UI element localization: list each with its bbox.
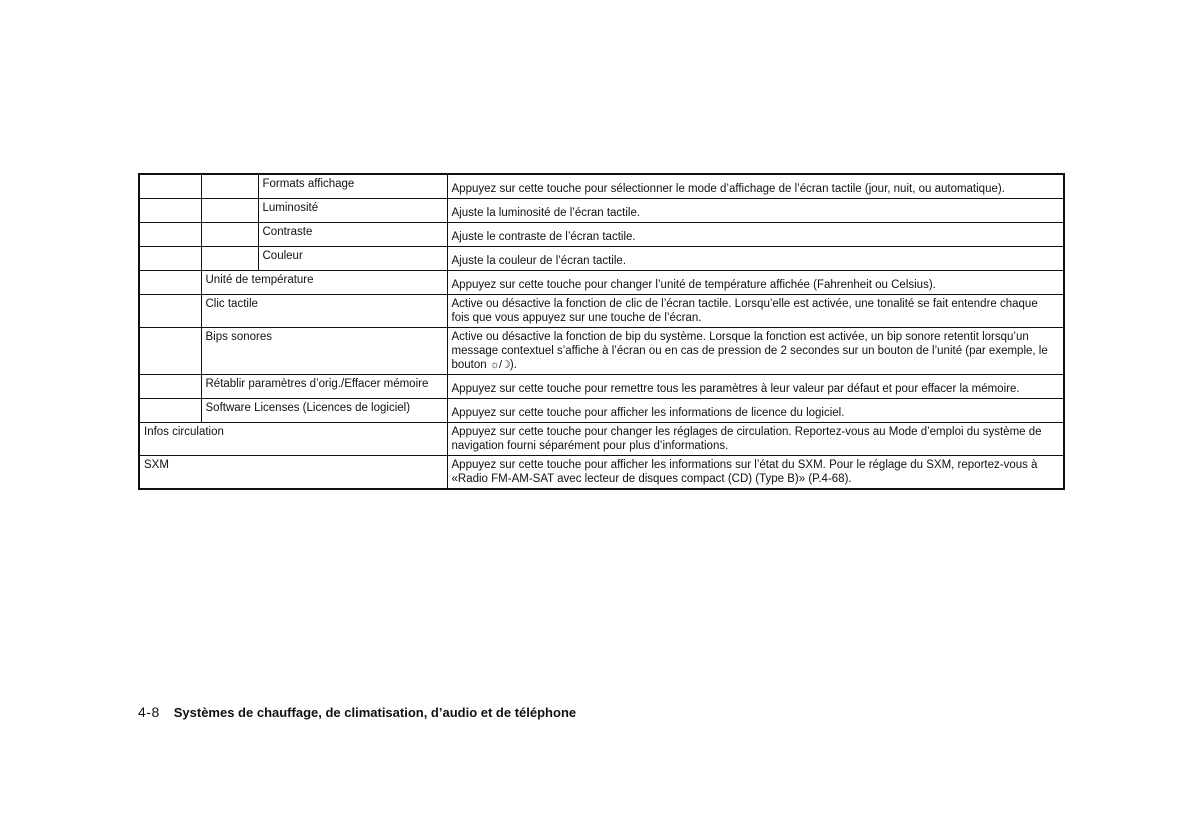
table-row bbox=[139, 399, 1064, 423]
setting-description: Ajuste la couleur de l’écran tactile. bbox=[447, 247, 1064, 271]
setting-description: Appuyez sur cette touche pour afficher les informations sur l’état du SXM. Pour le réglage du SXM, reportez-vous à «Radio FM-AM-SAT avec lecteur de disques compact (CD) (Type B)» (P.4-68). bbox=[447, 456, 1064, 490]
setting-label: Formats affichage bbox=[258, 174, 447, 199]
setting-label: Couleur bbox=[258, 247, 447, 271]
setting-label: Infos circulation bbox=[139, 423, 447, 456]
page-footer bbox=[138, 704, 576, 720]
blank-cell bbox=[201, 223, 258, 247]
setting-description: Appuyez sur cette touche pour changer l’unité de température affichée (Fahrenheit ou Celsius). bbox=[447, 271, 1064, 295]
table-row bbox=[139, 271, 1064, 295]
blank-cell bbox=[139, 223, 201, 247]
blank-cell bbox=[201, 247, 258, 271]
setting-description bbox=[447, 328, 1064, 375]
setting-label: Clic tactile bbox=[201, 295, 447, 328]
blank-cell bbox=[139, 247, 201, 271]
table-row bbox=[139, 174, 1064, 199]
setting-description: Active ou désactive la fonction de clic de l’écran tactile. Lorsqu’elle est activée, une tonalité se fait entendre chaque fois que vous appuyez sur une touche de l’écran. bbox=[447, 295, 1064, 328]
setting-description: Appuyez sur cette touche pour sélectionner le mode d’affichage de l’écran tactile (jour, nuit, ou automatique). bbox=[447, 174, 1064, 199]
setting-description: Ajuste la luminosité de l’écran tactile. bbox=[447, 199, 1064, 223]
blank-cell bbox=[139, 328, 201, 375]
blank-cell bbox=[139, 375, 201, 399]
table-row bbox=[139, 295, 1064, 328]
table-row bbox=[139, 223, 1064, 247]
sun-moon-icon: ☼/☽ bbox=[489, 359, 510, 371]
setting-label: Bips sonores bbox=[201, 328, 447, 375]
setting-label: Software Licenses (Licences de logiciel) bbox=[201, 399, 447, 423]
blank-cell bbox=[139, 399, 201, 423]
table-row bbox=[139, 375, 1064, 399]
setting-label: Contraste bbox=[258, 223, 447, 247]
setting-description: Appuyez sur cette touche pour remettre tous les paramètres à leur valeur par défaut et pour effacer la mémoire. bbox=[447, 375, 1064, 399]
setting-label: SXM bbox=[139, 456, 447, 490]
table-row bbox=[139, 456, 1064, 490]
description-text: Active ou désactive la fonction de bip du système. Lorsque la fonction est activée, un bip sonore retentit lorsqu’un message contextuel s’affiche à l’écran ou en cas de pression de 2 secondes sur un bouton de l’unité (par exemple, le bouton bbox=[451, 331, 1048, 371]
setting-label: Rétablir paramètres d’orig./Effacer mémoire bbox=[201, 375, 447, 399]
setting-label: Luminosité bbox=[258, 199, 447, 223]
chapter-title: Systèmes de chauffage, de climatisation, d’audio et de téléphone bbox=[173, 705, 577, 720]
blank-cell bbox=[201, 174, 258, 199]
table-row bbox=[139, 423, 1064, 456]
setting-description: Ajuste le contraste de l’écran tactile. bbox=[447, 223, 1064, 247]
setting-description: Appuyez sur cette touche pour afficher les informations de licence du logiciel. bbox=[447, 399, 1064, 423]
settings-table bbox=[138, 173, 1065, 490]
table-row bbox=[139, 247, 1064, 271]
page-number: 4-8 bbox=[138, 704, 160, 720]
table-row bbox=[139, 199, 1064, 223]
blank-cell bbox=[139, 174, 201, 199]
blank-cell bbox=[201, 199, 258, 223]
description-text-end: ). bbox=[509, 359, 517, 371]
blank-cell bbox=[139, 271, 201, 295]
setting-label: Unité de température bbox=[201, 271, 447, 295]
table-row bbox=[139, 328, 1064, 375]
blank-cell bbox=[139, 199, 201, 223]
setting-description: Appuyez sur cette touche pour changer les réglages de circulation. Reportez-vous au Mode d’emploi du système de navigation fourni séparément pour plus d’informations. bbox=[447, 423, 1064, 456]
blank-cell bbox=[139, 295, 201, 328]
